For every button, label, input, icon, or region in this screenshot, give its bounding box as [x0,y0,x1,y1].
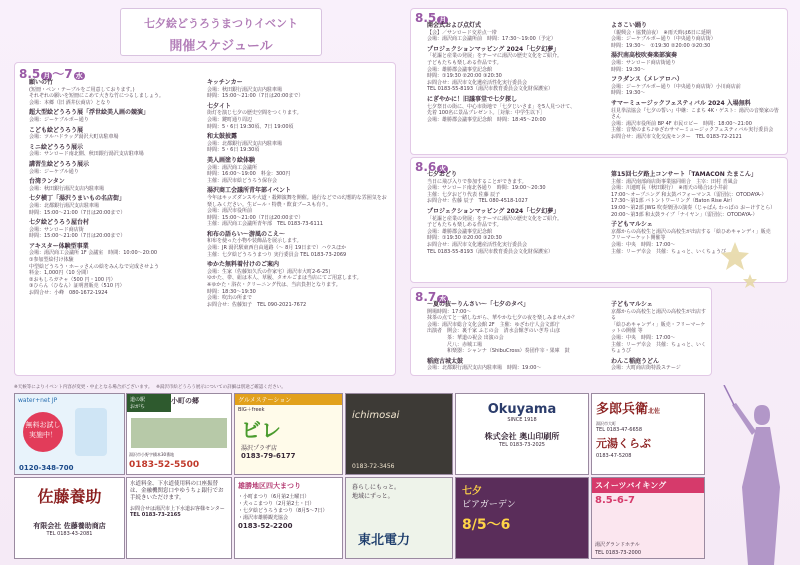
ad-water-net[interactable] [14,393,125,475]
date-start: 8.5 [19,67,41,81]
event-title: 七夕イト [207,102,232,110]
ad-oku-l3: 株式会社 奥山印刷所 [484,432,560,441]
event-item [611,53,783,73]
event-title: 開会式および点灯式 [427,22,482,29]
ad-suido-l2: お問合せは湯沢市上下水道お客様センター [130,506,225,512]
date-sep: 〜 [52,67,65,81]
event-body: 和布を使った小物や装飾品を展示します。 会場：JR 湯沢駅東西自由通路（〜 8月 19日まで）ハウスほか 主催：七夕絵どうろうまつり 実行委員会 TEL 0183-73-2069 [207,238,347,258]
ad-suido[interactable] [126,477,232,559]
dow-start: 月 [43,72,51,80]
ad-tanabata-beer[interactable] [455,477,589,559]
event-title: 湯沢商工会議所青年部イベント [207,187,292,195]
panel-aug5-7 [14,62,396,376]
water-bottle-icon [75,408,107,456]
event-body: 会場：北都銀行湯沢支店駐車場 時間：15:00〜21:00（7日は20:00まで） [29,202,126,216]
event-body: 会場：秋田銀行湯沢支店内駐車場 時間：15:00〜21:00（7日は20:00まで） [207,86,304,100]
event-body: 京都からの高校生と湯沢の高校生が出店する 「絵ひめキャンディ」販売・フリーマーケットの開催 等 会場：中央 時間：17:00〜 主催：リーデ幸会 共催：ちょっと、いくちょうび [611,308,707,355]
event-item [427,47,613,93]
title-box [120,8,322,56]
event-title: にぎやかに！旧議事堂で七夕探し [427,95,518,103]
ad-me-phone: 0183-52-5500 [129,460,200,470]
event-item [427,172,613,205]
event-item [29,80,209,106]
ad-ichimosai[interactable] [345,393,453,475]
yukata-woman-silhouette-icon [722,385,792,565]
ad-sato-l2: 有限会社 佐藤養助商店 [33,522,106,530]
event-title: 〜夏の抜ーりんさい〜「七夕のタベ」 [427,301,530,308]
dow-6: 火 [439,165,447,173]
event-body: 会場：サンロード商店街 時間：15:00〜21:00（7日は20:00まで） [29,226,126,240]
event-item [29,179,209,192]
ad-me-l1: 道の駅 [130,397,146,403]
event-title: プロジェクションマッピング 2024「七夕幻夢」 [427,207,560,215]
event-body: 会場：湯沢商工会議所 1F 会議室 時間：10:00〜20:00 ①参加型絵付け体験 中型絵どうろう・ホーッさんの絵をみんなで完成させよう 料金：1,000円（10 分間） ②おもしろガチャ（500 円・100 円） ③ひらん（ひなん）証明書販売（510 円） お問合せ：小峰 080-1672-1924 [29,250,160,297]
ad-suido-l1: 水道料金、下水道使用料の口座振替は、金融機関窓口やゆうちょ銀行でお手続きいただけます。 [130,481,224,501]
column-85-b [611,23,783,145]
event-body: 会場：生家（佐藤知久氏の作家宅）湯沢市大町2-6-25) ゆかた、帯、紐は本人、草履、タオルごまは当店にてご用意します。 ※ゆかた・浴衣・クリーニング代は、当店負担となります。 時間：18:30〜19:30 会場：吹出の所まで お問合せ：佐藤知子 TEL 090-2021-7672 [207,268,362,308]
event-item [611,302,709,355]
title-line2: 開催スケジュール [169,39,273,54]
ad-okuyama[interactable] [455,393,589,475]
event-title: 七夕横丁「湯沢うまいもの名店街」 [29,195,126,203]
event-item [29,128,209,141]
tanabata-decoration-icon [710,240,760,300]
ad-toh-l1: 暮らしにもっと。 [352,484,401,491]
event-body: 会場：北都銀行湯沢支店内駐車場 時間：5・6日 19:30頃 [207,140,283,154]
ad-michinoeki-logo [127,394,171,412]
event-body: (短冊・ペン・テーブルをご用意しております。) それぞれの願いを短冊にこめて大きな竹につるしましょう。 会場：本郷（旧 酒井伝商店）となり [29,86,164,106]
event-item [611,359,709,372]
ad-taro-title [592,394,704,421]
ad-gs-l3: ビレ [241,418,281,442]
ad-taro-l5: 元湯くらぶ [596,437,651,450]
event-body: 荘見拳法協会『七夕の誓い』中継：こまち 4K・ゲスト：湯沢の音楽家の皆さん 会場：湯沢市役所前 BP 4F 市民ロビー 時間：18:00〜21:00 主催：音楽のまち♪ゆざわサマーミュージックフェスティバル実行委員会 お問合せ：湯沢市文化交流センター TEL 0183-72-2121 [611,107,779,140]
ad-og-l2: ・小町まつり（6月第2土曜日） [238,494,310,500]
column-87-b [611,302,709,376]
ad-toh-l2: 地域にずっと。 [352,493,394,500]
event-body: 街灯を演じ七夕の歴史空間をつくります。 会場：鍵町通り周辺 時間：5・6日 19:30頃、7日 19:00頃 [207,110,302,130]
event-body: 会場：湯沢商工会議所 時間：16:00〜19:00 料金：300円 主催：湯沢市絵どうろう保存会 [207,164,291,184]
ad-taro-l3: 湯沢市大町 [596,421,616,426]
event-item [29,220,209,240]
event-body: 会場：ジーケブルボー通り（中央通り商店街）小川商店前 時間：19:30〜 [611,83,741,97]
event-title: サマーミュージックフェスティバル 2024 入場無料 [611,99,751,107]
event-title: 講習生絵どうろう展示 [29,160,90,168]
column-87-a [427,302,613,376]
column-left-a [29,80,209,301]
ad-gs-l1: グルメステーション [235,394,342,405]
ad-ichi-phone: 0183-72-3456 [352,463,395,470]
ad-tohoku-electric[interactable] [345,477,453,559]
event-title: キッチンカー [207,79,243,86]
event-title: よさこい踊り [611,22,648,29]
event-title: ミニ絵どうろう展示 [29,143,84,151]
event-body: 【会】／サンロード交差点一帯 会場：湯沢商工会議所前 時間：17:30〜19:00（予定） [427,29,556,43]
event-body: 京都からの高校生と湯沢の高校生が出店する「絵ひめキャンディ」販売 フリーマーケット開催等 会場：中央 時間：17:00〜 主催：リーデ幸会 共催：ちょっと、いくちょうび [611,228,771,255]
event-body: 会場：ツルハドラッグ湯沢大町店駐車場 [29,134,119,141]
event-item [207,232,391,258]
title-line1: 七夕絵どうろうまつりイベント [144,17,298,30]
ad-sweets-viking[interactable] [591,477,705,559]
ad-ichi-l1: ichimosai [352,410,400,421]
dow-end: 水 [75,72,83,80]
ad-sato-yosuke[interactable] [14,477,125,559]
ad-me-l2: おがち [130,404,146,410]
ad-og-l4: ・七夕絵どうろうまつり（8月5〜7日） [238,508,328,514]
event-item [427,302,613,355]
ad-og-l5: ・湯沢市雄勝観光協会 [238,515,289,521]
ad-oku-l2: SINCE 1918 [507,417,537,423]
event-title: 七夕絵どうろう屋台村 [29,219,90,227]
event-item [611,101,783,141]
ad-gs-phone: 0183-79-6177 [241,452,296,460]
ad-water-badge [23,412,63,452]
event-title: 美人画塗り絵体験 [207,156,256,164]
ad-gs-l2: BIG＋freek [238,407,265,413]
ad-toh-logo: 東北電力 [358,533,411,548]
ad-me-l4: 湯沢市小野字橋本30番地 [129,452,175,457]
event-item [427,97,613,123]
event-title: 和太鼓披露 [207,133,238,141]
ad-tarobei[interactable] [591,393,705,475]
event-body: 「花謳と産業の発展」をテーマに湯沢の歴史文化をご紹介。 子どもたちも楽しめる作品です。 会場：雄勝郡会議事堂記念館 時間：①19:30 ②20:00 ③20:30 お問合せ：湯沢市文化遺産活性化実行委員会 TEL 0183-55-8193（湯沢市教育委員会文化財保護室） [427,53,563,93]
event-title: プロジェクションマッピング 2024「七夕幻夢」 [427,45,560,53]
event-item [427,23,613,43]
event-item [427,209,613,255]
ad-me-l3: 小町の郷 [171,397,199,405]
ad-og-l3: ・犬っこまつり（2月第2土・日） [238,501,315,507]
event-body: 会場：秋田銀行湯沢支店内駐車場 [29,185,105,192]
event-body: 開場時間：17:00〜 抹茶の点てと一緒しながら、華やかな七夕の夜を楽しみませんか？ 会場：湯沢市総合文化会館 2F 主催：ゆざわ庁人会文部庁 出演者 開会：裏千家 ふじの会 清水会館ぎのいぎ寿 山彦 茶：華道の祝会 出演の会 尺八：赤城工場 和楽器：シャンナ（ShibuCross）奏団作宰・果庫 鼓 [427,308,578,355]
column-86-a [427,172,613,259]
event-title: ゆかた無料着付けのご案内 [207,261,280,269]
event-body: 会場：ジーケブルボー通り [29,116,89,123]
ad-ogachi-festivals[interactable] [234,477,343,559]
event-item [29,162,209,175]
date-6: 8.6 [415,160,437,174]
ad-beer-l1: 七夕 [462,486,482,497]
ad-oku-l1: Okuyama [487,402,557,417]
event-body: 今年はキッズダンスや大道・殺陣演舞を開催。過行などでの幻想的な雰囲気をお楽しみください。生ビール・特農・飲食ブースも有り。 会場：湯沢市役所前 時間：15:00〜21:00（7日は20:00まで） 主催：湯沢商工会議所青年部 TEL 0183-73-6111 [207,194,387,228]
event-title: アキスター体験型事業 [29,242,89,250]
event-title: 湯沢南高校吹奏楽部演奏 [611,52,678,60]
date-5: 8.5 [415,11,437,25]
event-body: 「花謳と産業の発展」をテーマに湯沢の歴史文化をご紹介。 子どもたちも楽しめる作品です。 会場：雄勝郡会議事堂記念館 時間：①19:30 ②20:00 ③20:30 お問合せ：湯沢市文化遺産活性化実行委員会 TEL 0183-55-8193（湯沢市教育委員会文化財保護室） [427,215,563,255]
ad-gourmet-station[interactable] [234,393,343,475]
note-1: ※天候等によりイベント内容が変更・中止となる場合がございます。 [14,385,151,390]
ad-og-phone: 0183-52-2200 [238,522,293,530]
ad-sato-l1: 佐藤養助 [37,487,102,506]
ad-taro-phone2: 0183-47-5208 [596,453,632,459]
panel-aug7 [410,287,712,376]
ad-taro-phone: TEL 0183-47-6658 [596,427,643,433]
event-item [207,262,391,308]
ad-water-free: 無料お試し [25,421,61,429]
dow-5: 月 [439,16,447,24]
event-body: 会場：北都銀行湯沢支店内駐車場 時間：19:00〜 [427,365,542,372]
ad-oku-phone: TEL 0183-73-2025 [498,442,545,448]
ad-water-now: 実施中！ [29,431,57,439]
date-7: 8.7 [415,290,437,304]
event-title: 和布の語らい〜游風のこえ〜 [207,230,286,238]
event-body: 会場：サンロード南北側、秋田銀行湯沢支店駐車場 [29,151,144,158]
event-item [29,145,209,158]
event-body: 会場：サンロード商店街通り 時間：19:30〜 [611,59,676,73]
event-item [207,80,391,100]
event-body: 七夕祭日の街に、中心市街地で「七夕じいさま」を5人見つけて、 先着 100名に景品プレゼント。［対象：中学生以下］ 会場：雄勝郡会議事堂記念館 時間：18:45〜20:00 [427,103,576,123]
event-body: （親興会・協賛前夜） ※雨天時は6日に延期 会場：ジーケブルボー通り（中央通り商店街） 時間：19:30〜 ①19:30 ②20:00 ③20:30 [611,29,716,49]
event-title: フラダンス（メレアロハ） [611,76,683,84]
ad-michinoeki[interactable] [126,393,232,475]
column-85-a [427,23,613,127]
event-title: 七夕おどり [427,171,458,178]
event-title: わんこ稲庭うどん [611,357,660,365]
event-item [207,134,391,154]
event-item [611,77,783,97]
ad-sw-l1: スイーツバイキング [592,478,704,493]
footnotes [14,384,286,390]
event-item [207,104,391,130]
ad-taro-l2: 北佐 [648,408,661,415]
event-title: 台湾ランタン [29,178,65,186]
ad-suido-phone: TEL 0183-73-2165 [130,512,181,518]
ad-water-phone: 0120-348-700 [19,464,74,472]
ad-sw-phone: TEL 0183-73-2000 [595,550,642,556]
ad-beer-l2: ビアガーデン [462,500,516,510]
event-body: 会場：大町商店街特設ステージ [611,365,681,372]
event-item [29,110,209,123]
event-item [207,188,391,228]
ad-sato-phone: TEL 0183-43-2081 [46,531,93,537]
date-end: 7 [64,67,73,81]
event-title: 願いの竹 [29,79,54,86]
event-item [611,23,783,49]
event-item [427,359,613,372]
ad-sw-l2: 8.5-6-7 [595,495,635,506]
event-title: 子どもマルシェ [611,221,653,229]
event-title: 超大型絵どうろう展「浮世絵美人画の競演」 [29,109,150,117]
event-item [29,244,209,297]
event-body: 当日に飛び入りで参加することができます。 会場：サンロード南北各通り 時間：19:00〜20:30 主催：七夕おどり代表 佐藤 辰子 お問合せ：佐藤 辰子 TEL 080-4518-1027 [427,178,546,205]
panel-aug5 [410,8,788,155]
dow-7: 水 [439,295,447,303]
event-title: こども絵どうろう展 [29,126,84,134]
ad-beer-l3: 8/5〜6 [462,517,511,533]
building-photo-icon [131,418,227,448]
event-item [611,172,783,218]
ad-gs-l4: 湯沢プラザ店 [241,445,278,452]
ad-taro-l1: 多郎兵衛 [596,402,649,417]
event-body: 主催：湯沢南部商店街事業協同組合 主宰：田村 青風会 会場：川連町長（秋田銀行） ※雨天の場合は小井前 17:00〜オープニング 和太鼓パフォーマンス（雷団伝：OTODAYA-） 17:30〜第1部 バトントワーリング（Baton Rise Air） 19:00〜第2部 JWG 吹奏楽団の演奏（じゃぱん わっぱの おーけすとら） 20:00〜第3部 和太鼓ライブ「ナイヤン」（雷団伝：OTODAYA-） [611,178,776,218]
note-2: ※湯沢市絵どうろう展示についての詳細は別途ご確認ください。 [156,385,286,390]
event-title: 子どもマルシェ [611,301,653,308]
event-body: 会場：ジーケブル通り [29,168,79,175]
event-item [29,196,209,216]
ad-water-brand: water+net JP [18,397,58,404]
event-item [207,158,391,184]
event-title: 稲庭古城太鼓 [427,357,464,365]
event-title: 第15回七夕路上コンサート「TAMACON たまこん」 [611,171,757,178]
column-left-b [207,80,391,312]
ad-og-l1: 雄勝地区四大まつり [238,482,301,490]
ad-sw-l3: 湯沢グランドホテル [595,542,640,548]
